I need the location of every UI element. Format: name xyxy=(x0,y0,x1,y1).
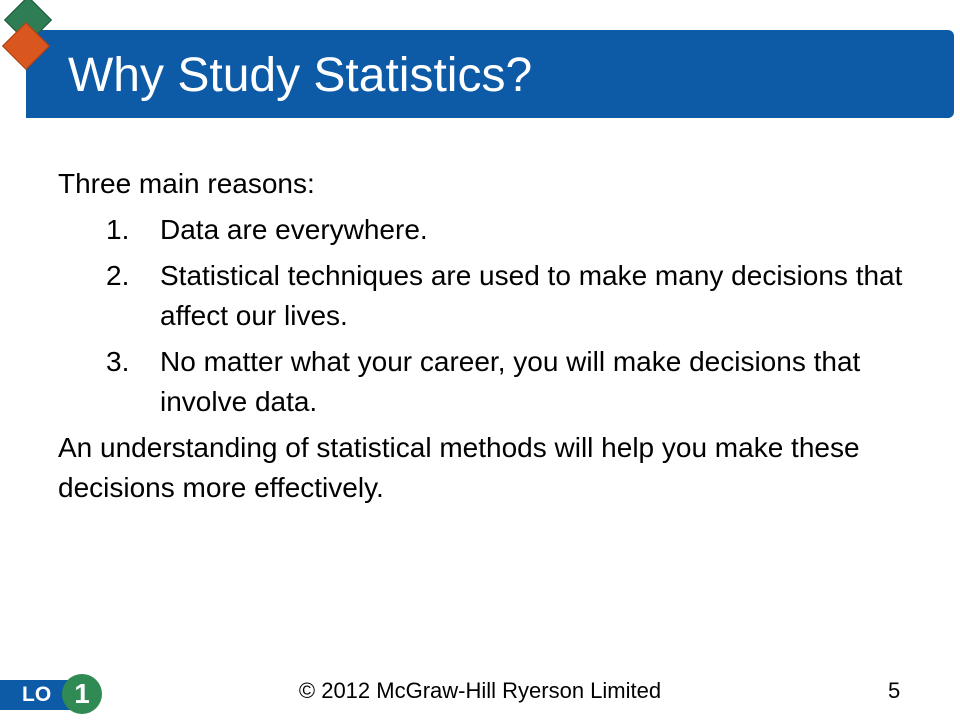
closing-text: An understanding of statistical methods will help you make these decisions more effectively. xyxy=(58,432,860,503)
list-item xyxy=(58,210,918,250)
list-item-number: 2. xyxy=(106,260,130,291)
intro-text: Three main reasons: xyxy=(58,168,315,199)
page-number: 5 xyxy=(888,678,901,703)
list-item-text: Statistical techniques are used to make many decisions that affect our lives. xyxy=(160,260,903,331)
reasons-list xyxy=(58,210,918,422)
slide-body xyxy=(58,164,918,508)
list-item-text: Data are everywhere. xyxy=(160,214,428,245)
list-item-number: 3. xyxy=(106,346,130,377)
copyright-footer: © 2012 McGraw-Hill Ryerson Limited xyxy=(298,678,662,703)
slide-title: Why Study Statistics? xyxy=(68,49,533,102)
list-item-number: 1. xyxy=(106,214,130,245)
list-item xyxy=(58,256,918,336)
list-item xyxy=(58,342,918,422)
lo-label: LO xyxy=(22,683,52,706)
lo-number: 1 xyxy=(62,674,102,714)
list-item-text: No matter what your career, you will make decisions that involve data. xyxy=(160,346,861,417)
